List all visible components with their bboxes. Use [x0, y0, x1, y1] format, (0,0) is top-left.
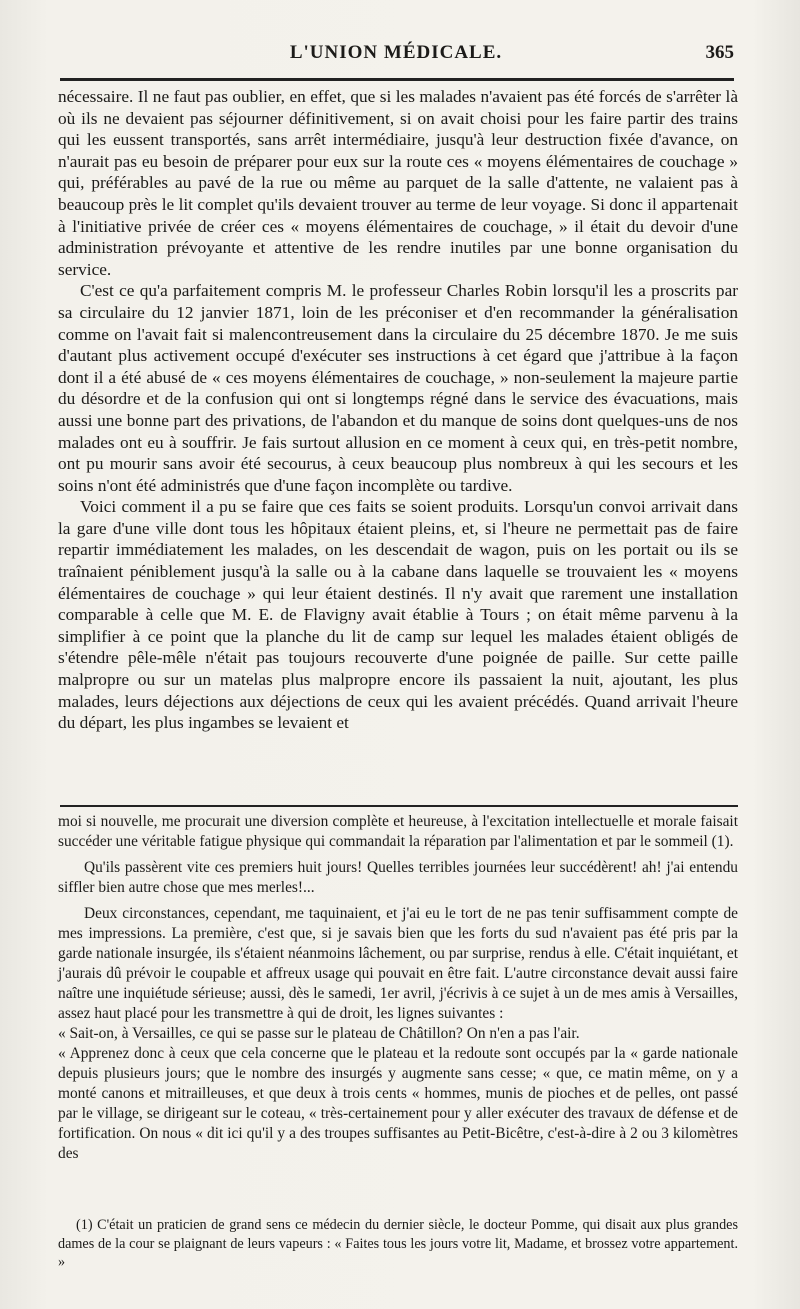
header-rule — [60, 78, 734, 81]
paragraph: Qu'ils passèrent vite ces premiers huit jours! Quelles terribles journées leur succédèrent! ah! j'ai entendu siffler bien autre chose que mes merles!... — [58, 859, 738, 896]
section-divider — [60, 805, 738, 807]
feuilleton-text — [58, 812, 738, 1164]
footnote — [58, 1216, 738, 1272]
paragraph: nécessaire. Il ne faut pas oublier, en effet, que si les malades n'avaient pas été forcés de s'arrêter là où ils ne devaient pas séjourner définitivement, si on avait choisi pour les faire partir des trains qui les eussent transportés, sans arrêt intermédiaire, jusqu'à leur destruction fixée d'avance, on n'aurait pas eu besoin de préparer pour eux sur la route ces « moyens élémentaires de couchage » qui, préférables au pavé de la rue ou même au parquet de la salle d'attente, ne valaient pas à beaucoup près le lit complet qu'ils devaient trouver au terme de leur voyage. Si donc il appartenait à l'initiative privée de créer ces « moyens élémentaires de couchage, » il était du devoir d'une administration prévoyante et attentive de les rendre inutiles par une bonne organisation du service. — [58, 87, 738, 279]
quoted-letter-line: « Sait-on, à Versailles, ce qui se passe sur le plateau de Châtillon? On n'en a pas l'air. — [58, 1025, 580, 1042]
paragraph: Voici comment il a pu se faire que ces faits se soient produits. Lorsqu'un convoi arrivait dans la gare d'une ville dont tous les hôpitaux étaient pleins, et, si l'heure ne permettait pas de faire repartir immédiatement les malades, on les descendait de wagon, puis on les portait ou ils se traînaient péniblement jusqu'à la salle ou à la cabane dans laquelle se trouvaient les « moyens élémentaires de couchage » qui leur étaient destinés. Il n'y avait que rarement une installation comparable à celle que M. E. de Flavigny avait établie à Tours ; on était même parvenu à la simplifier à ce point que la planche du lit de camp sur lequel les malades étaient obligés de s'étendre pêle-mêle n'était pas toujours recouverte d'une poignée de paille. Sur cette paille malpropre ou sur un matelas plus malpropre encore ils passaient la nuit, ajoutant, les plus malades, leurs déjections aux déjections de ceux qui les avaient précédés. Quand arrivait l'heure du départ, les plus ingambes se levaient et — [58, 497, 738, 733]
main-text — [58, 86, 738, 734]
paragraph: moi si nouvelle, me procurait une diversion complète et heureuse, à l'excitation intellectuelle et morale faisait succéder une véritable fatigue physique qui commandait la réparation par l'alimentation et par le sommeil (1). — [58, 813, 738, 850]
page-number: 365 — [705, 42, 734, 63]
running-title: L'UNION MÉDICALE. — [289, 42, 503, 63]
paragraph: Deux circonstances, cependant, me taquinaient, et j'ai eu le tort de ne pas tenir suffisamment compte de mes impressions. La première, c'est que, si je savais bien que les forts du sud n'avaient pas été pris par la garde nationale insurgée, ils s'étaient néanmoins lâchement, ou par surprise, rendus à elle. C'était inquiétant, et j'aurais dû prévoir le coupable et affreux usage qui pouvait en être fait. L'autre circonstance devait aussi faire naître une inquiétude sérieuse; aussi, dès le samedi, 1er avril, j'écrivis à ce sujet à un de mes amis à Versailles, assez haut placé pour les transmettre à qui de droit, les lignes suivantes : — [58, 905, 738, 1022]
quoted-letter: « Apprenez donc à ceux que cela concerne que le plateau et la redoute sont occupés par la « garde nationale depuis plusieurs jours; que le nombre des insurgés y augmente sans cesse; « que, ce matin même, on y a monté canons et mitrailleuses, et que deux à trois cents « hommes, munis de pioches et de pelles, ont passé par le village, se dirigeant sur le coteau, « très-certainement pour y aller exécuter des travaux de défense et de fortification. On nous « dit ici qu'il y a des troupes suffisantes au Petit-Bicêtre, c'est-à-dire à 2 ou 3 kilomètres des — [58, 1045, 738, 1162]
footnote-text: (1) C'était un praticien de grand sens ce médecin du dernier siècle, le docteur Pomme, qui disait aux plus grandes dames de la cour se plaignant de leurs vapeurs : « Faites tous les jours votre lit, Madame, et brossez votre appartement. » — [58, 1217, 738, 1270]
page-header — [58, 42, 734, 72]
paragraph: C'est ce qu'a parfaitement compris M. le professeur Charles Robin lorsqu'il les a proscrits par sa circulaire du 12 janvier 1871, loin de les préconiser et d'en recommander la généralisation comme on l'avait fait si malencontreusement dans la circulaire du 25 décembre 1870. Je me suis d'autant plus activement occupé d'exécuter ses instructions à cet égard que j'attribue à la façon dont il a été abusé de « ces moyens élémentaires de couchage, » non-seulement la majeure partie du désordre et de la confusion qui ont si longtemps régné dans le service des évacuations, mais aussi une bonne part des privations, de l'abandon et du manque de soins dont quelques-uns de nos malades ont eu à souffrir. Je fais surtout allusion en ce moment à ceux qui, en très-petit nombre, ont pu mourir sans avoir été secourus, à ceux beaucoup plus nombreux à qui les secours et les soins n'ont été administrés que d'une façon incomplète ou tardive. — [58, 281, 738, 495]
